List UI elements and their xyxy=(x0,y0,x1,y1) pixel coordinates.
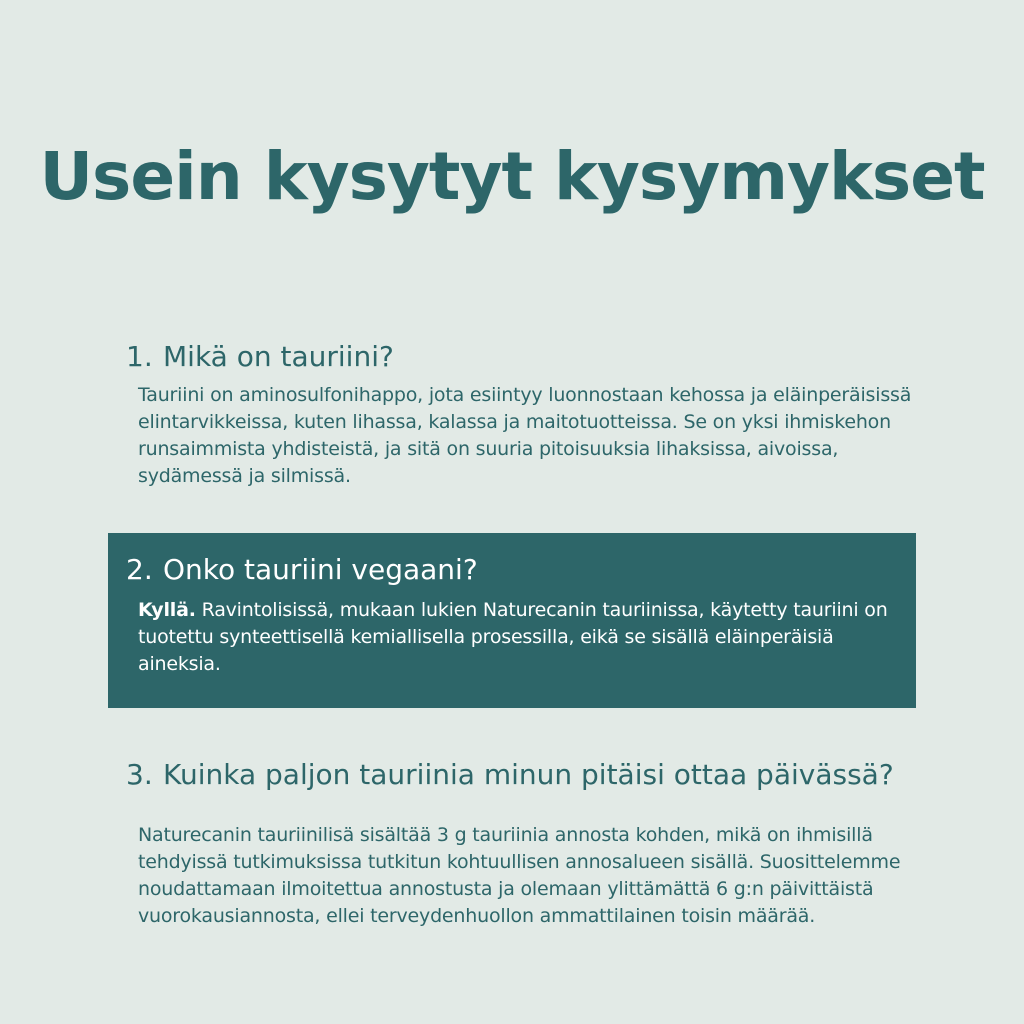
faq-answer-2-text: Ravintolisissä, mukaan lukien Naturecanin tauriinissa, käytetty tauriini on tuotettu synteettisellä kemiallisella prosessilla, eikä se sisällä eläinperäisiä aineksia. xyxy=(138,599,888,675)
faq-question-1 xyxy=(108,342,916,372)
faq-question-text-3: Kuinka paljon tauriinia minun pitäisi ottaa päivässä? xyxy=(163,758,894,791)
faq-number-2: 2. xyxy=(126,553,153,586)
faq-question-text-2: Onko tauriini vegaani? xyxy=(163,553,478,586)
faq-number-1: 1. xyxy=(126,340,153,373)
faq-item-3 xyxy=(108,760,916,930)
faq-answer-1: Tauriini on aminosulfonihappo, jota esiintyy luonnostaan kehossa ja eläinperäisissä elintarvikkeissa, kuten lihassa, kalassa ja maitotuotteissa. Se on yksi ihmiskehon runsaimmista yhdisteistä, ja sitä on suuria pitoisuuksia lihaksissa, aivoissa, sydämessä ja silmissä. xyxy=(138,384,912,487)
faq-question-text-1: Mikä on tauriini? xyxy=(163,340,394,373)
faq-answer-2-lead: Kyllä. xyxy=(138,599,196,621)
faq-item-2-highlighted xyxy=(108,533,916,708)
faq-question-2 xyxy=(108,555,916,585)
faq-item-1 xyxy=(108,342,916,490)
faq-answer-3: Naturecanin tauriinilisä sisältää 3 g tauriinia annosta kohden, mikä on ihmisillä tehdyissä tutkimuksissa tutkitun kohtuullisen annosalueen sisällä. Suosittelemme noudattamaan ilmoitettua annostusta ja olemaan ylittämättä 6 g:n päivittäistä vuorokausiannosta, ellei terveydenhuollon ammattilainen toisin määrää. xyxy=(138,824,901,927)
page-title: Usein kysytyt kysymykset xyxy=(39,138,985,215)
faq-question-3 xyxy=(108,760,916,790)
faq-number-3: 3. xyxy=(126,758,153,791)
faq-answer-2 xyxy=(108,597,916,678)
